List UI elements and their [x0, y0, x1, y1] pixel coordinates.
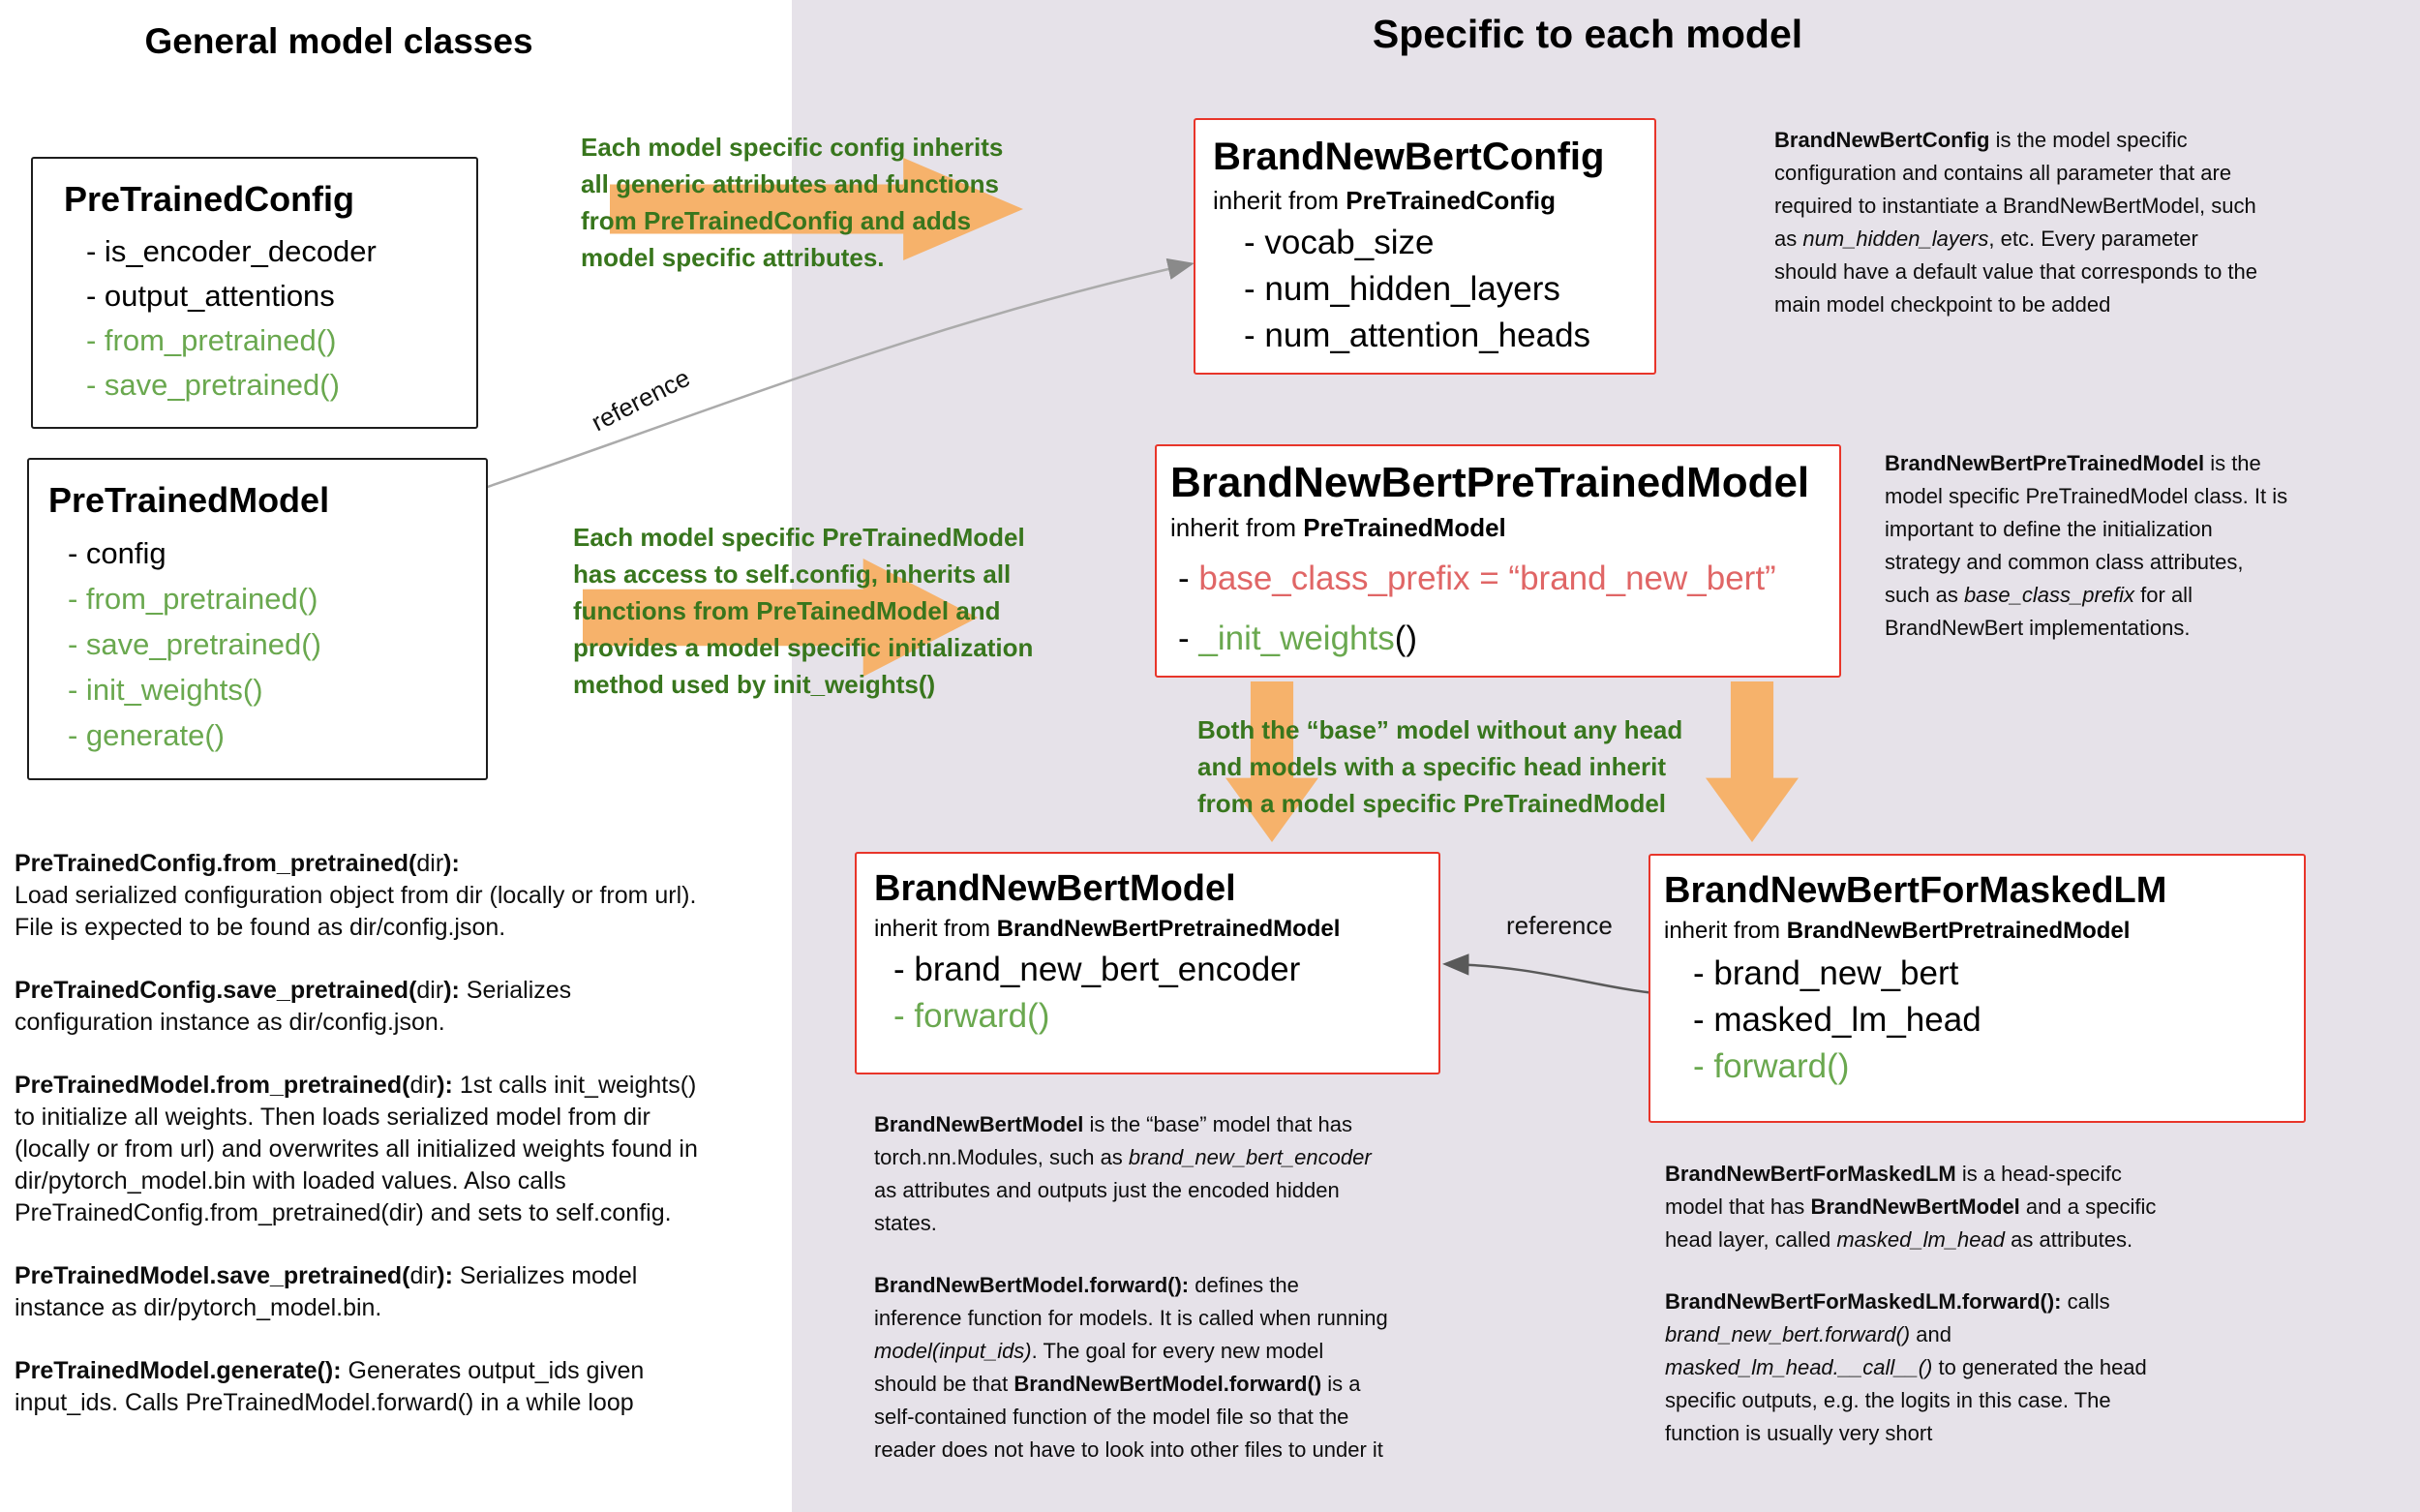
class-box-pretrained-model — [27, 458, 488, 780]
left-section-title: General model classes — [144, 21, 533, 61]
class-members: - brand_new_bert - masked_lm_head - forward() — [1693, 953, 1981, 1085]
class-box-brandnewbert-for-masked-lm — [1649, 854, 2306, 1123]
reference-label: reference — [586, 362, 695, 438]
class-members: - base_class_prefix = “brand_new_bert” - _init_weights() — [1178, 559, 1776, 657]
class-title: PreTrainedModel — [48, 480, 330, 520]
note-brandnewbert-pretrained-model: BrandNewBertPreTrainedModel is the model specific PreTrainedModel class. It is important to define the initialization strategy and common class attributes, such as base_class_prefix for all BrandNewBert implementations. — [1885, 451, 2288, 640]
class-title: BrandNewBertModel — [874, 868, 1236, 909]
annotation-inherit-model: Each model specific PreTrainedModel has access to self.config, inherits all functions from PreTainedModel and provides a model specific initialization method used by init_weights() — [573, 523, 1034, 699]
class-inherit-line: inherit from PreTrainedModel — [1170, 512, 1506, 542]
class-members: - vocab_size - num_hidden_layers - num_attention_heads — [1244, 224, 1591, 354]
class-members: - is_encoder_decoder - output_attentions - from_pretrained() - save_pretrained() — [86, 234, 377, 403]
note-brandnewbert-for-masked-lm: BrandNewBertForMaskedLM is a head-specifc model that has BrandNewBertModel and a specific head layer, called masked_lm_head as attributes. BrandNewBertForMaskedLM.forward(): calls brand_new_bert.forward() and masked_lm_head.__call__() to generated the head specific outputs, e.g. the logits in this case. The function is usually very short — [1665, 1162, 2157, 1445]
class-inherit-line: inherit from BrandNewBertPretrainedModel — [874, 915, 1341, 942]
class-box-pretrained-config — [31, 157, 478, 429]
class-title: BrandNewBertForMaskedLM — [1664, 870, 2167, 911]
class-inherit-line: inherit from PreTrainedConfig — [1213, 186, 1556, 215]
right-section-title: Specific to each model — [1372, 12, 1803, 56]
annotation-inherit-config: Each model specific config inherits all generic attributes and functions from PreTrainedConfig and adds model specific attributes. — [581, 133, 1004, 272]
class-title: BrandNewBertPreTrainedModel — [1170, 459, 1810, 506]
class-box-brandnewbert-pretrained-model — [1155, 444, 1841, 678]
note-general-api: PreTrainedConfig.from_pretrained(dir): Load serialized configuration object from dir (locally or from url). File is expected to be found as dir/config.json. PreTrainedConfig.save_pretrained(dir): Serializes configuration instance as dir/config.json. PreTrainedModel.from_pretrained(dir): 1st calls init_weights() to initialize all weights. Then loads serialized model from dir (locally or from url) and overwrites all initialized weights found in dir/pytorch_model.bin with loaded values. Also calls PreTrainedConfig.from_pretrained(dir) and sets to self.config. PreTrainedModel.save_pretrained(dir): Serializes model instance as dir/pytorch_model.bin. PreTrainedModel.generate(): Generates output_ids given input_ids. Calls PreTrainedModel.forward() in a while loop — [15, 850, 698, 1416]
annotation-both-heads: Both the “base” model without any head and models with a specific head inherit from a model specific PreTrainedModel — [1197, 715, 1683, 818]
class-box-brandnewbert-config — [1194, 118, 1656, 375]
note-brandnewbert-model: BrandNewBertModel is the “base” model that has torch.nn.Modules, such as brand_new_bert_encoder as attributes and outputs just the encoded hidden states. BrandNewBertModel.forward(): defines the inference function for models. It is called when running model(input_ids). The goal for every new model should be that BrandNewBertModel.forward() is a self-contained function of the model file so that the reader does not have to look into other files to under it — [874, 1112, 1388, 1462]
class-title: BrandNewBertConfig — [1213, 136, 1605, 178]
class-inherit-line: inherit from BrandNewBertPretrainedModel — [1664, 917, 2131, 944]
note-brandnewbert-config: BrandNewBertConfig is the model specific configuration and contains all parameter that are required to instantiate a BrandNewBertModel, such as num_hidden_layers, etc. Every parameter should have a default value that corresponds to the main model checkpoint to be added — [1774, 128, 2258, 317]
class-title: PreTrainedConfig — [64, 179, 355, 219]
class-members: - brand_new_bert_encoder - forward() — [893, 950, 1301, 1035]
class-box-brandnewbert-model — [855, 852, 1440, 1074]
class-members: - config - from_pretrained() - save_pretrained() - init_weights() - generate() — [68, 536, 321, 753]
reference-label: reference — [1506, 911, 1613, 940]
